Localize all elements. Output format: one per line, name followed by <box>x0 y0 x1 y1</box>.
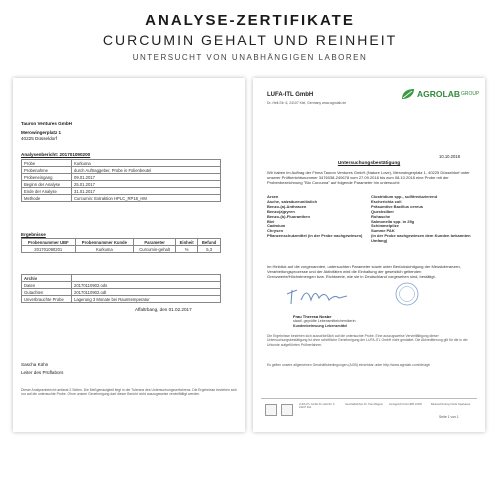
footer-column: Geschäftsführer Dr. Paul Wagner <box>345 403 384 406</box>
table-row <box>22 195 221 202</box>
list-item: Chrysen <box>267 228 284 234</box>
document-heading: Untersuchungsbestätigung <box>337 161 401 166</box>
result-statement: Im Hinblick auf die vorgenannten, untersuchten Parameter sowie unter Berücksichtigung der Messtoleranzen, Verarbeitungsprozesse und der Aktivitäten wird die Einhaltung der gesetzlich geltenden Grenzwerte/Höchstmengen bzw. Richtwerte, wie sie in Deutschland vorgesehen sind, bestätigt. <box>267 264 461 279</box>
table-cell: 20170110902.odt <box>72 289 221 296</box>
table-cell: Gutachten <box>22 289 72 296</box>
terms-text: Es gelten unsere allgemeinen Geschäftsbedingungen (AGB) einsehbar unter http://www.agrolab.com/de/agb <box>267 363 430 367</box>
table-cell: % <box>176 246 198 253</box>
legal-text: Die Ergebnisse beziehen sich ausschließlich auf die untersuchte Probe. Eine auszugsweise Vervielfältigung dieser Untersuchungsbestätigung ist ohne schriftliche Genehmigung der LUFA-ITL GmbH nicht gestattet. Die Akkreditierung gilt für die in der Urkunde aufgeführten Prüfverfahren. <box>267 334 468 347</box>
table-cell: Kurkuma <box>75 246 134 253</box>
table-row <box>22 181 221 188</box>
parameter-list-left <box>267 195 367 239</box>
column-header: Probennummer Kunde <box>75 239 134 246</box>
place-date: Affaltrbang, den 01.02.2017 <box>135 307 192 312</box>
table-cell: Curcumin: Extraktion HPLC_RP18_HM <box>72 195 221 202</box>
column-header: Einheit <box>176 239 198 246</box>
list-item: Benzo-(a)-Anthracen <box>267 203 307 209</box>
column-header: Parameter <box>134 239 176 246</box>
leaf-icon <box>401 88 415 100</box>
table-row <box>22 246 221 253</box>
list-item: Escherichia coli <box>371 198 402 204</box>
signer-role: Leiter des Prüflabors <box>21 370 64 375</box>
list-item: Clostridium spp., sulfitreduzierend <box>371 194 438 199</box>
handwritten-signature <box>287 290 347 304</box>
footer-column: LUFA-ITL GmbH Dr.-Hell-Str. 6 24107 Kiel <box>299 403 335 410</box>
table-cell: Probe <box>22 160 72 167</box>
list-item: Benzo-(b)-Fluoranthen <box>267 213 310 219</box>
column-header: Befund <box>198 239 221 246</box>
table-row <box>22 282 221 289</box>
archive-table <box>21 274 221 303</box>
table-row <box>22 296 221 303</box>
logo-subtext: GROUP <box>460 91 480 97</box>
table-cell: Probeneingang <box>22 174 72 181</box>
table-cell <box>72 275 221 282</box>
list-item: Cadmium <box>267 223 286 229</box>
agrolab-logo <box>401 88 479 100</box>
report-footer: Dieser Analysenbericht umfasst 2 Seiten. Die Meßgenauigkeit liegt in der Toleranz des Untersuchungsverfahrens. Die Ergebnisse beziehen sich nur auf die untersuchte Probe. Ohne unsere Genehmigung darf dieser Bericht nicht auszugsweise vervielfältigt werden. <box>21 388 237 397</box>
analysis-report-document <box>13 78 245 432</box>
lab-stamp-inner <box>400 287 415 302</box>
table-cell: Unverbrauchte Probe <box>22 296 72 303</box>
report-title: Analysenbericht: 201701090200 <box>21 152 91 157</box>
document-footer <box>261 398 477 424</box>
sample-info-table <box>21 159 221 202</box>
list-item: Rohasche <box>371 213 391 219</box>
lab-name: LUFA-ITL GmbH <box>267 92 314 98</box>
results-table <box>21 238 221 253</box>
table-cell: Curcumin-gehalt <box>134 246 176 253</box>
table-row <box>22 174 221 181</box>
table-row <box>22 275 221 282</box>
list-item: Arsen <box>267 194 279 199</box>
table-cell: 20170110902.ods <box>72 282 221 289</box>
confirmation-document <box>253 78 485 432</box>
signer-role: Kundenbetreuung Lebensmittel <box>293 324 348 328</box>
table-cell: 5,3 <box>198 246 221 253</box>
page-title: ANALYSE-ZERTIFIKATE <box>145 12 355 29</box>
document-date: 10.10.2018 <box>439 154 460 159</box>
list-item: Asche, salzsäureunlöslich <box>267 198 318 204</box>
table-row <box>22 167 221 174</box>
list-item: Summe PAK <box>371 228 395 234</box>
signer-name: Sascha Kühn <box>21 362 49 367</box>
logo-text: AGROLAB <box>417 89 460 99</box>
footer-column: Amtsgericht Kiel HRB 12345 <box>389 403 422 406</box>
list-item: Blei <box>267 218 275 224</box>
footer-column: Bankverbindung Förde Sparkasse <box>431 403 471 406</box>
signature-area <box>267 280 467 308</box>
table-header-row <box>22 239 221 246</box>
client-city: 40225 Düsseldorf <box>21 136 58 141</box>
column-header: Probennummer UBF <box>22 239 76 246</box>
table-cell: Kurkuma <box>72 160 221 167</box>
table-cell: Lagerung 3 Monate bei Raumtemperatur <box>72 296 221 303</box>
table-cell: Archiv <box>22 275 72 282</box>
table-cell: Methode <box>22 195 72 202</box>
client-company: Tauron Ventures GmbH <box>21 121 72 126</box>
table-cell: 31.01.2017 <box>72 188 221 195</box>
page-subtitle: CURCUMIN GEHALT UND REINHEIT <box>102 32 398 48</box>
list-item: Quecksilber <box>371 208 394 214</box>
list-item: Schimmelpilze <box>371 223 399 229</box>
table-row <box>22 188 221 195</box>
accreditation-badge <box>281 404 293 416</box>
list-item: Pflanzenschutzmittel (in der Probe nachgewiesen) <box>267 233 363 239</box>
results-heading: Ergebnisse <box>21 232 46 237</box>
table-cell: durch Auftraggeber, Probe in Folienbeutel <box>72 167 221 174</box>
signer-title: staatl. geprüfte Lebensmittelchemikerin <box>293 319 356 323</box>
list-item: Präsumtive Bacillus cereus <box>371 203 424 209</box>
table-cell: 09.01.2017 <box>72 174 221 181</box>
table-cell: Daten <box>22 282 72 289</box>
accreditation-badge <box>265 404 277 416</box>
table-cell: Ende der Analyse <box>22 188 72 195</box>
table-cell: Probenahme <box>22 167 72 174</box>
lab-address: Dr.-Hell-Str. 6, 24107 Kiel, Germany www.agrolab.de <box>267 101 347 105</box>
table-row <box>22 160 221 167</box>
list-item: Salmonella spp. in 25g <box>371 218 415 224</box>
list-item: Benzo(a)pyren <box>267 208 295 214</box>
client-street: Merowingerplatz 1 <box>21 130 62 135</box>
table-row <box>22 289 221 296</box>
table-cell: Beginn der Analyse <box>22 181 72 188</box>
table-cell: 201701090201 <box>22 246 76 253</box>
signer-name: Frau Theresa Nosbe <box>293 314 332 319</box>
page-number: Seite 1 von 1 <box>439 415 459 419</box>
list-item: (in der Probe nachgewiesen dem Kunden bekannten Umfang) <box>371 233 471 244</box>
parameter-list-right <box>371 195 471 244</box>
table-cell: 25.01.2017 <box>72 181 221 188</box>
intro-text: Wir haben im Auftrag der Firma Tauron Ventures GmbH (Nature Love), Merowingerplatz 1, 40225 Düsseldorf unter unserer Prüfberichtsnummer 3476038-240678 vom 27.09.2018 bis zum 08.10.2018 eine Probe mit der Probenbezeichnung "Bio Curcuma" auf folgende Parameter hin untersucht: <box>267 170 470 185</box>
page-tagline: UNTERSUCHT VON UNABHÄNGIGEN LABOREN <box>132 53 368 62</box>
